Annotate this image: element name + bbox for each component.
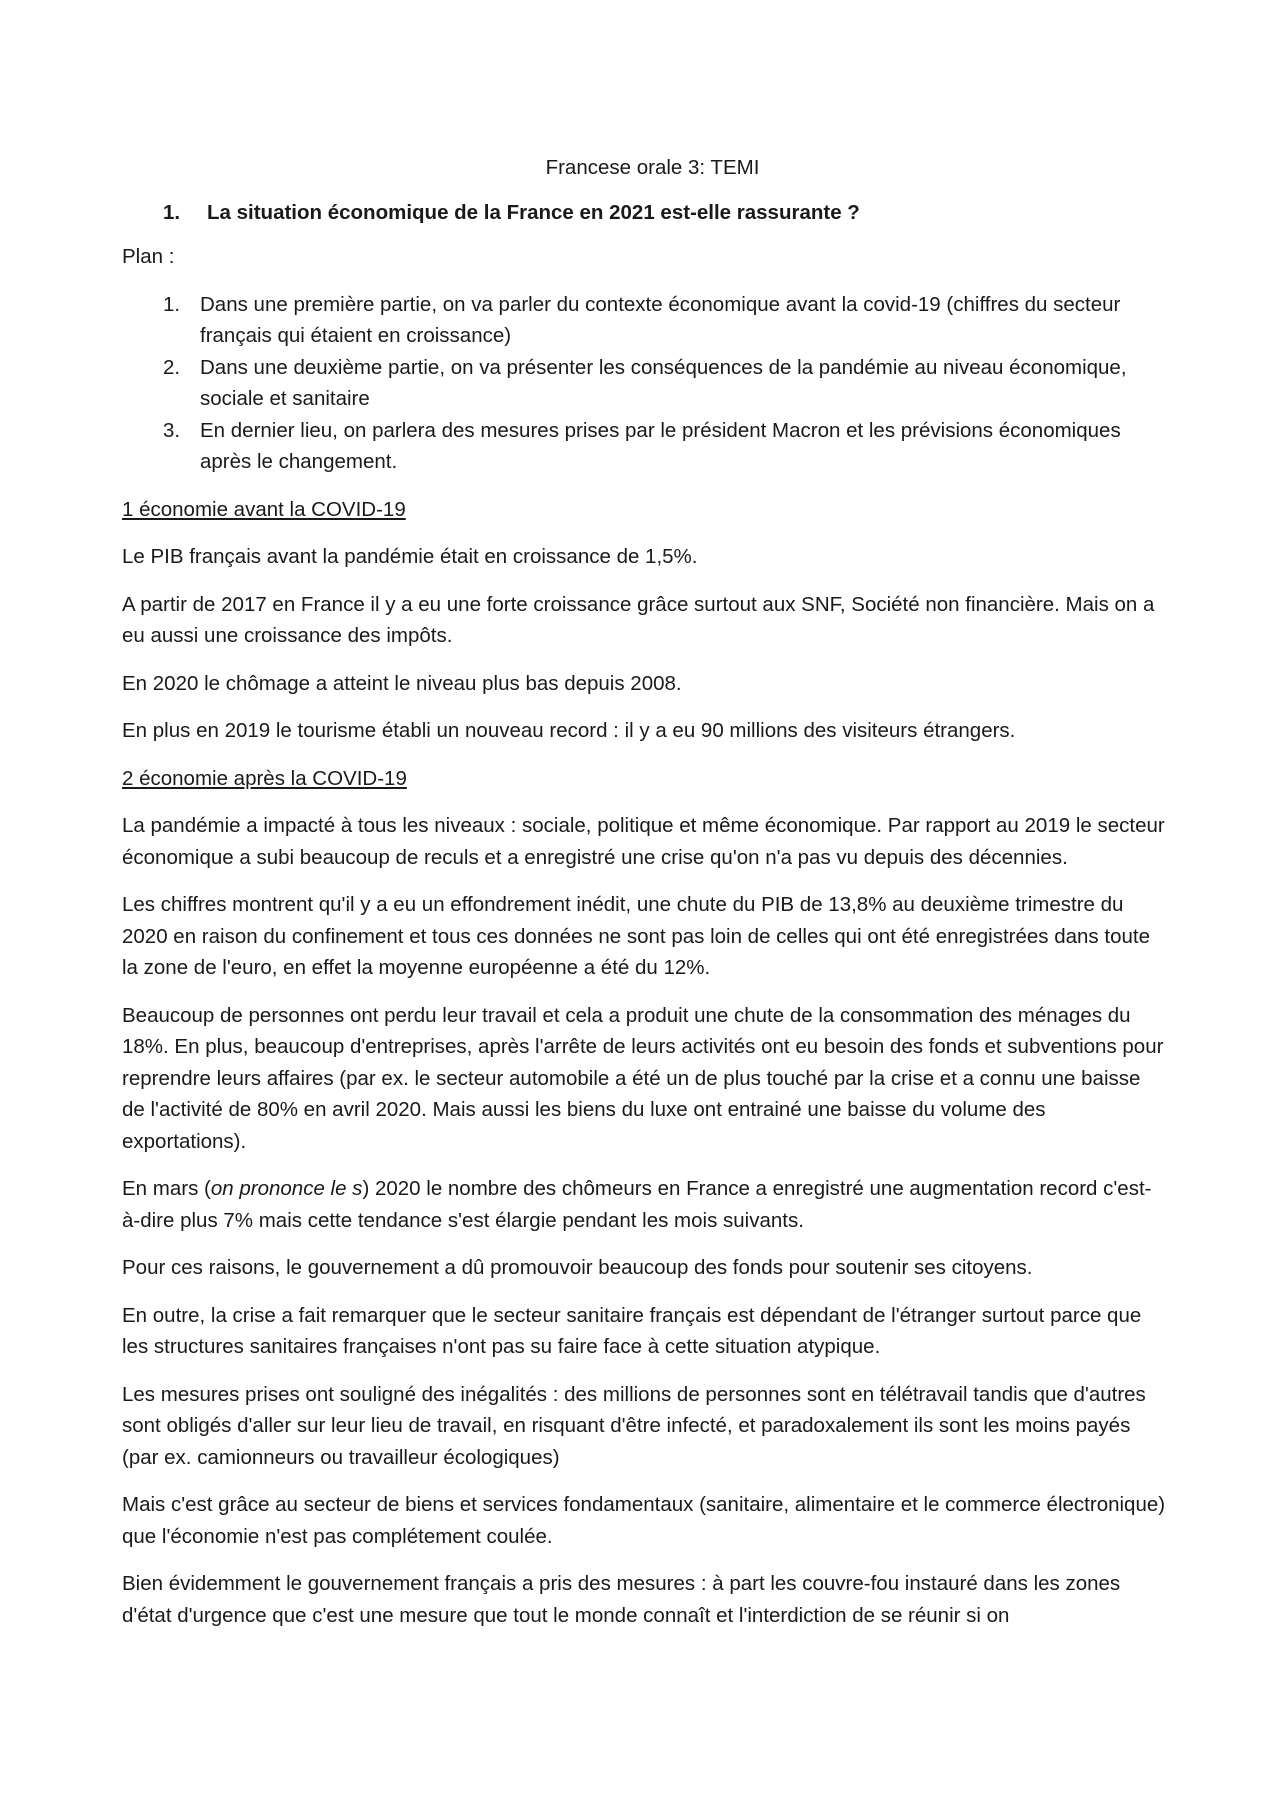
pronunciation-note: on prononce le s	[210, 1177, 363, 1200]
section-heading-before-covid: 1 économie avant la COVID-19	[122, 497, 406, 521]
paragraph-part: En mars (	[122, 1177, 211, 1200]
plan-item	[122, 352, 1167, 415]
plan-item-number: 2.	[163, 355, 181, 379]
paragraph	[122, 1173, 1167, 1236]
plan-item-text: Dans une première partie, on va parler du contexte économique avant la covid-19 (chiffres du secteur français qui étaient en croissance)	[200, 292, 1121, 347]
plan-list	[122, 289, 1167, 478]
section-heading-after-covid: 2 économie après la COVID-19	[122, 766, 407, 790]
paragraph: La pandémie a impacté à tous les niveaux : sociale, politique et même économique. Par rapport au 2019 le secteur économique a subi beaucoup de reculs et a enregistré une crise qu'on n'a pas vu depuis des décennies.	[122, 814, 1165, 869]
plan-item	[122, 289, 1167, 352]
paragraph: En 2020 le chômage a atteint le niveau plus bas depuis 2008.	[122, 671, 682, 695]
paragraph: En outre, la crise a fait remarquer que le secteur sanitaire français est dépendant de l'étranger surtout parce que les structures sanitaires françaises n'ont pas su faire face à cette situation atypique.	[122, 1303, 1142, 1358]
plan-item-text: Dans une deuxième partie, on va présenter les conséquences de la pandémie au niveau économique, sociale et sanitaire	[200, 355, 1127, 410]
plan-item-number: 1.	[163, 292, 181, 316]
question-text: La situation économique de la France en 2021 est-elle rassurante ?	[207, 200, 860, 224]
paragraph: En plus en 2019 le tourisme établi un nouveau record : il y a eu 90 millions des visiteurs étrangers.	[122, 719, 1016, 742]
plan-item	[122, 415, 1167, 478]
plan-item-number: 3.	[163, 418, 181, 442]
paragraph: Bien évidemment le gouvernement français a pris des mesures : à part les couvre-fou instauré dans les zones d'état d'urgence que c'est une mesure que tout le monde connaît et l'interdiction de se réunir si on	[122, 1572, 1121, 1627]
question-heading	[122, 197, 1167, 229]
paragraph-part: ) 2020 le nombre des chômeurs en France a enregistré une augmentation record c'est-à-dire plus 7% mais cette tendance s'est élargie pendant les mois suivants.	[122, 1177, 1152, 1232]
question-number: 1.	[163, 200, 181, 224]
paragraph: A partir de 2017 en France il y a eu une forte croissance grâce surtout aux SNF, Société non financière. Mais on a eu aussi une croissance des impôts.	[122, 592, 1155, 647]
paragraph: Les chiffres montrent qu'il y a eu un effondrement inédit, une chute du PIB de 13,8% au deuxième trimestre du 2020 en raison du confinement et tous ces données ne sont pas loin de celles qui ont été enregistrées dans toute la zone de l'euro, en effet la moyenne européenne a été du 12%.	[122, 893, 1150, 979]
paragraph: Beaucoup de personnes ont perdu leur travail et cela a produit une chute de la consommation des ménages du 18%. En plus, beaucoup d'entreprises, après l'arrête de leurs activités ont eu besoin des fonds et subventions pour reprendre leurs affaires (par ex. le secteur automobile a été un de plus touché par la crise et a connu une baisse de l'activité de 80% en avril 2020. Mais aussi les biens du luxe ont entrainé une baisse du volume des exportations).	[122, 1003, 1164, 1153]
document-body	[122, 152, 1167, 1647]
paragraph: Les mesures prises ont souligné des inégalités : des millions de personnes sont en télétravail tandis que d'autres sont obligés d'aller sur leur lieu de travail, en risquant d'être infecté, et paradoxalement ils sont les moins payés (par ex. camionneurs ou travailleur écologiques)	[122, 1382, 1146, 1469]
plan-label: Plan :	[122, 245, 175, 268]
paragraph: Le PIB français avant la pandémie était en croissance de 1,5%.	[122, 545, 698, 568]
paragraph: Pour ces raisons, le gouvernement a dû promouvoir beaucoup des fonds pour soutenir ses citoyens.	[122, 1256, 1033, 1279]
page-title: Francese orale 3: TEMI	[545, 156, 760, 179]
paragraph: Mais c'est grâce au secteur de biens et services fondamentaux (sanitaire, alimentaire et le commerce électronique) que l'économie n'est pas complétement coulée.	[122, 1493, 1166, 1548]
plan-item-text: En dernier lieu, on parlera des mesures prises par le président Macron et les prévisions économiques après le changement.	[200, 418, 1121, 473]
